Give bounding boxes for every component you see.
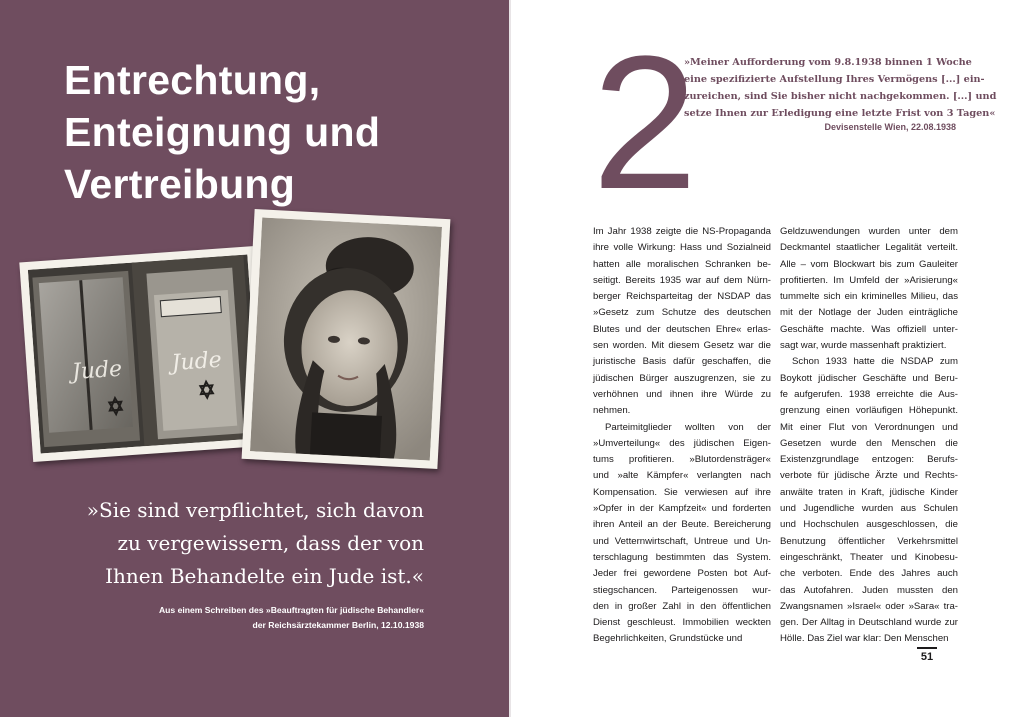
epigraph: [684, 54, 997, 122]
quote-source: [100, 603, 424, 633]
body-line: Alle – vom Blockwart bis zum Gauleiter: [780, 258, 958, 270]
girl-portrait-image: [250, 217, 442, 460]
epigraph-line: »Meiner Aufforderung vom 9.8.1938 binnen 1 Woche: [684, 57, 972, 68]
body-line: und »alte Kämpfer« verlangten nach: [593, 470, 771, 482]
source-line: der Reichsärztekammer Berlin, 12.10.1938: [252, 620, 424, 630]
quote-line: zu vergewissern, dass der von: [117, 531, 424, 555]
body-line: »Gesetz zum Schutze des deutschen: [593, 307, 771, 319]
quote-line: Ihnen Behandelte ein Jude ist.«: [105, 564, 424, 588]
body-line: Parteimitglieder wollten von der: [605, 421, 771, 433]
body-line: tummelte sich ein kriminelles Milieu, das: [780, 291, 958, 303]
body-line: sen worden. Mit diesem Gesetz war die: [593, 340, 771, 352]
body-line: juristische Basis dafür geschaffen, die: [593, 356, 771, 368]
chapter-number: 2: [592, 17, 698, 229]
body-line: das Autofahren. Juden mussten den: [780, 584, 958, 596]
chapter-title: [64, 54, 484, 210]
page-number: 51: [917, 647, 937, 664]
body-line: profitierten. Im Umfeld der »Arisierung«: [780, 274, 958, 286]
body-line: Zwangsnamen »Israel« oder »Sara« tra-: [780, 600, 958, 612]
body-column-2: [780, 224, 958, 648]
quote-line: »Sie sind verpflichtet, sich davon: [86, 498, 424, 522]
body-line: »Umverteilung« des jüdischen Eigen-: [593, 437, 771, 449]
epigraph-source: Devisenstelle Wien, 22.08.1938: [824, 122, 956, 132]
body-line: Hölle. Das Ziel war klar: Den Menschen: [780, 633, 949, 645]
body-line: und Jugendliche wurden aus Schulen: [780, 503, 958, 515]
source-line: Aus einem Schreiben des »Beauftragten für jüdische Behandler«: [158, 605, 424, 615]
pull-quote: [60, 494, 424, 593]
body-line: Blutes und der deutschen Ehre« erlas-: [593, 323, 771, 335]
shop-window-image: [28, 255, 260, 454]
body-line: seitigt. Bereits 1935 war auf dem Nürn-: [593, 274, 771, 286]
body-line: stiegschancen. Parteigenossen wur-: [593, 584, 771, 596]
body-line: Gesetzen wurde den Menschen die: [780, 437, 958, 449]
body-column-1: [593, 224, 771, 648]
body-line: Mit einer Flut von Verordnungen und: [780, 421, 958, 433]
title-line: Entrechtung,: [64, 57, 321, 103]
svg-text:Jude: Jude: [71, 356, 123, 386]
body-line: berger Reichsparteitag der NSDAP das: [593, 291, 771, 303]
body-line: Boykott jüdischer Geschäfte und Beru-: [780, 372, 958, 384]
body-line: Deckmantel staatlicher Legalität verteilt.: [780, 242, 958, 254]
body-line: Existenzgrundlage entzogen: Berufs-: [780, 454, 958, 466]
body-line: che verboten. Ende des Jahres auch: [780, 568, 958, 580]
body-line: terschlagung bestimmten das System.: [593, 551, 771, 563]
epigraph-line: zureichen, sind Sie bisher nicht nachgekommen. [...] und: [684, 91, 997, 102]
body-line: anwälte traten in Kraft, jüdische Kinder: [780, 486, 958, 498]
title-line: Enteignung und: [64, 109, 381, 155]
body-line: Geschäfte machte. Was offiziell unter-: [780, 323, 958, 335]
svg-text:Jude: Jude: [170, 347, 223, 377]
body-line: Benutzung öffentlicher Verkehrsmittel: [780, 535, 958, 547]
body-line: nehmen.: [593, 405, 631, 417]
body-line: Dienst geschleust. Immobilien weckten: [593, 617, 771, 629]
title-line: Vertreibung: [64, 161, 296, 207]
body-line: Schon 1933 hatte die NSDAP zum: [792, 356, 958, 368]
girl-portrait-photo: [242, 209, 451, 469]
epigraph-line: setze Ihnen zur Erledigung eine letzte Frist von 3 Tagen«: [684, 108, 996, 119]
body-line: Begehrlichkeiten, Grundstücke und: [593, 633, 743, 645]
body-line: ihren Anteil an der Beute. Bereicherung: [593, 519, 771, 531]
body-line: eingeschränkt, Theater und Kinobesu-: [780, 551, 958, 563]
body-line: und Hochschulen ausgeschlossen, die: [780, 519, 958, 531]
body-line: gen. Der Alltag in Deutschland wurde zur: [780, 617, 958, 629]
body-line: jüdischen Bürger auszugrenzen, sie zu: [593, 372, 771, 384]
body-line: fe aufgerufen. 1938 erreichte die Aus-: [780, 388, 958, 400]
body-line: Geldzuwendungen wurden unter dem: [780, 226, 958, 237]
epigraph-line: eine spezifizierte Aufstellung Ihres Vermögens [...] ein-: [684, 74, 985, 85]
body-line: sagt war, wurde massenhaft praktiziert.: [780, 340, 947, 352]
body-line: und Vetternwirtschaft, Untreue und Un-: [593, 535, 771, 547]
body-line: tums profitieren. »Blutordensträger«: [593, 454, 771, 466]
body-line: grenzung einen vorläufigen Höhepunkt.: [780, 405, 958, 417]
body-line: verbote für jüdische Ärzte und Rechts-: [780, 470, 958, 482]
body-line: Jeder frei gewordene Posten bot Auf-: [593, 568, 771, 580]
body-line: hatten alle moralischen Schranken be-: [593, 258, 771, 270]
body-line: Im Jahr 1938 zeigte die NS-Propaganda: [593, 226, 771, 237]
body-line: mit der Notlage der Juden einträgliche: [780, 307, 958, 319]
body-line: Kompensation. Sie verwiesen auf ihre: [593, 486, 771, 498]
body-line: ihre volle Wirkung: Hass und Sozialneid: [593, 242, 771, 254]
shop-window-photo: [19, 246, 268, 462]
body-line: »Opfer in der Kampfzeit« und forderten: [593, 503, 771, 515]
body-line: den in großer Zahl in den öffentlichen: [593, 600, 771, 612]
body-line: verhöhnen und ihnen ihre Würde zu: [593, 388, 771, 400]
